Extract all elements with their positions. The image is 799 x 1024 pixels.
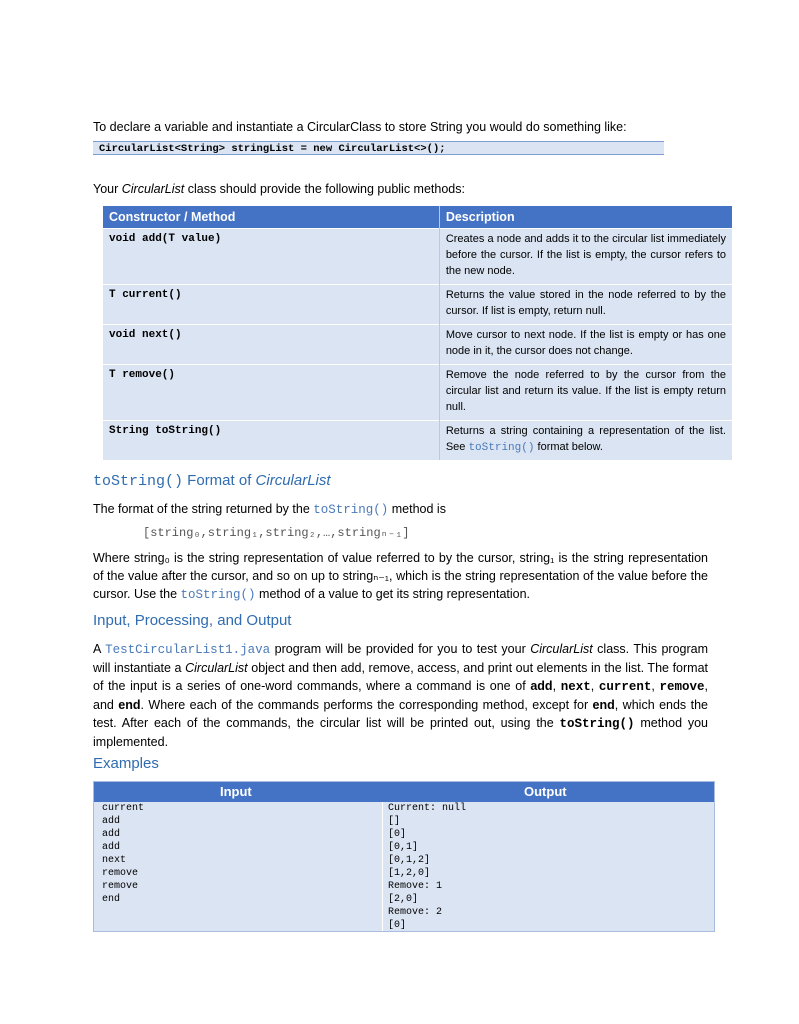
- input-line: add: [102, 816, 121, 827]
- table-row: [103, 421, 732, 461]
- method-description: Returns a string containing a representation of the list. See toString() format below.: [445, 425, 726, 454]
- tostring-heading: toString() Format of CircularList: [93, 472, 331, 490]
- examples-table-header: [94, 782, 714, 802]
- output-line: [0]: [388, 829, 407, 840]
- intro-text: To declare a variable and instantiate a CircularClass to store String you would do something like:: [93, 120, 627, 134]
- output-line: Current: null: [388, 803, 467, 814]
- method-signature: String toString(): [109, 425, 222, 437]
- method-signature: void add(T value): [109, 233, 222, 245]
- examples-heading: Examples: [93, 755, 159, 772]
- format-line: The format of the string returned by the toString() method is: [93, 502, 446, 517]
- examples-table: [93, 781, 715, 932]
- input-col-header: Input: [220, 784, 252, 799]
- method-description: Creates a node and adds it to the circular list immediately before the cursor. If the list is empty, the cursor refers to the new node.: [445, 233, 726, 277]
- output-line: [0]: [388, 920, 407, 931]
- input-line: next: [102, 855, 127, 866]
- input-lines: [102, 802, 144, 906]
- method-description: Remove the node referred to by the cursor from the circular list and return its value. If the list is empty return null.: [445, 369, 726, 413]
- output-line: Remove: 1: [388, 881, 443, 892]
- input-line: end: [102, 894, 121, 905]
- input-line: add: [102, 842, 121, 853]
- description-col-header: Description: [439, 206, 732, 229]
- table-row: [103, 325, 732, 365]
- output-line: [0,1,2]: [388, 855, 431, 866]
- input-line: add: [102, 829, 121, 840]
- input-line: remove: [102, 868, 139, 879]
- input-line: remove: [102, 881, 139, 892]
- output-line: []: [388, 816, 401, 827]
- method-description: Move cursor to next node. If the list is empty or has one node in it, the cursor does not change.: [445, 329, 726, 357]
- output-col-header: Output: [524, 784, 567, 799]
- output-line: [0,1]: [388, 842, 419, 853]
- output-line: Remove: 2: [388, 907, 443, 918]
- methods-intro: Your CircularList class should provide the following public methods:: [93, 182, 465, 196]
- ipo-heading: Input, Processing, and Output: [93, 612, 292, 629]
- method-signature: T remove(): [109, 369, 176, 381]
- methods-col-header: Constructor / Method: [103, 206, 439, 229]
- output-line: [1,2,0]: [388, 868, 431, 879]
- table-row: [103, 365, 732, 421]
- method-description: Returns the value stored in the node referred to by the cursor. If list is empty, return null.: [445, 289, 726, 317]
- column-divider: [382, 802, 383, 931]
- output-line: [2,0]: [388, 894, 419, 905]
- table-row: [103, 285, 732, 325]
- where-paragraph: Where string₀ is the string representation of value referred to by the cursor, string₁ is the string representation of the value after the cursor, and so on up to stringₙ₋₁, which is the string representation of the value before the cursor. Use the toString() method of a value to get its string representation.: [93, 551, 708, 602]
- output-lines: [388, 802, 466, 932]
- code-example: CircularList<String> stringList = new CircularList<>();: [93, 141, 664, 155]
- format-example: [string₀,string₁,string₂,…,stringₙ₋₁]: [143, 526, 410, 540]
- method-signature: T current(): [109, 289, 182, 301]
- ipo-paragraph: A TestCircularList1.java program will be provided for you to test your CircularList class. This program will instantiate a CircularList object and then add, remove, access, and print out elements in the list. The format of the input is a series of one-word commands, where a command is one of add, next, current, remove, and end. Where each of the commands performs the corresponding method, except for end, which ends the test. After each of the commands, the circular list will be printed out, using the toString() method you implemented.: [93, 642, 709, 749]
- method-signature: void next(): [109, 329, 182, 341]
- input-line: current: [102, 803, 145, 814]
- methods-table: [103, 206, 732, 460]
- table-row: [103, 229, 732, 285]
